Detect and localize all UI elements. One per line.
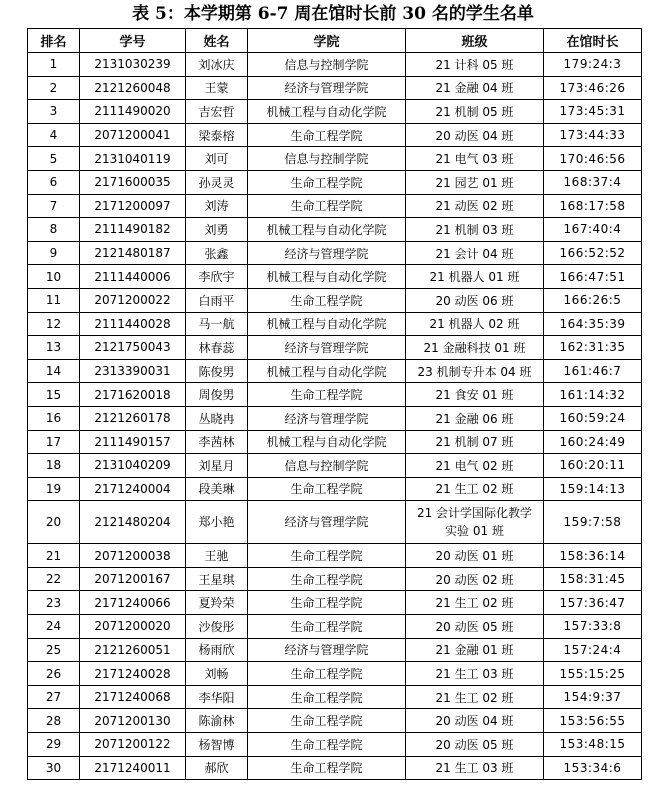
table-row bbox=[28, 312, 642, 336]
class-cell: 21 园艺 01 班 bbox=[406, 170, 544, 194]
table-row bbox=[28, 194, 642, 218]
name-cell: 刘勇 bbox=[186, 218, 248, 242]
rank-cell: 27 bbox=[28, 685, 80, 709]
table-row bbox=[28, 76, 642, 100]
class-cell: 21 机器人 02 班 bbox=[406, 312, 544, 336]
class-cell: 20 动医 04 班 bbox=[406, 709, 544, 733]
class-cell: 21 金融 06 班 bbox=[406, 406, 544, 430]
college-cell: 生命工程学院 bbox=[248, 615, 406, 639]
name-cell: 陈渝林 bbox=[186, 709, 248, 733]
name-cell: 沙俊彤 bbox=[186, 615, 248, 639]
college-cell: 经济与管理学院 bbox=[248, 406, 406, 430]
student-id-cell: 2071200041 bbox=[80, 123, 186, 147]
table-row bbox=[28, 615, 642, 639]
name-cell: 吉宏哲 bbox=[186, 100, 248, 124]
duration-cell: 159:14:13 bbox=[544, 477, 642, 501]
duration-cell: 170:46:56 bbox=[544, 147, 642, 171]
name-cell: 郑小艳 bbox=[186, 501, 248, 544]
class-cell: 21 动医 02 班 bbox=[406, 194, 544, 218]
rank-cell: 6 bbox=[28, 170, 80, 194]
student-id-cell: 2171600035 bbox=[80, 170, 186, 194]
student-id-cell: 2071200122 bbox=[80, 733, 186, 757]
rank-cell: 25 bbox=[28, 638, 80, 662]
table-row bbox=[28, 218, 642, 242]
class-cell: 20 动医 05 班 bbox=[406, 733, 544, 757]
rank-cell: 1 bbox=[28, 53, 80, 77]
header-class: 班级 bbox=[406, 29, 544, 53]
table-row bbox=[28, 170, 642, 194]
table-row bbox=[28, 123, 642, 147]
table-row bbox=[28, 454, 642, 478]
name-cell: 张鑫 bbox=[186, 241, 248, 265]
rank-cell: 28 bbox=[28, 709, 80, 733]
duration-cell: 154:9:37 bbox=[544, 685, 642, 709]
name-cell: 刘涛 bbox=[186, 194, 248, 218]
duration-cell: 166:26:5 bbox=[544, 288, 642, 312]
college-cell: 生命工程学院 bbox=[248, 194, 406, 218]
name-cell: 杨雨欣 bbox=[186, 638, 248, 662]
college-cell: 经济与管理学院 bbox=[248, 501, 406, 544]
name-cell: 马一航 bbox=[186, 312, 248, 336]
student-id-cell: 2131040209 bbox=[80, 454, 186, 478]
college-cell: 生命工程学院 bbox=[248, 123, 406, 147]
rank-cell: 24 bbox=[28, 615, 80, 639]
rank-cell: 12 bbox=[28, 312, 80, 336]
duration-cell: 173:44:33 bbox=[544, 123, 642, 147]
student-id-cell: 2121480204 bbox=[80, 501, 186, 544]
college-cell: 生命工程学院 bbox=[248, 288, 406, 312]
student-id-cell: 2121750043 bbox=[80, 336, 186, 360]
name-cell: 林春蕊 bbox=[186, 336, 248, 360]
class-cell: 21 计科 05 班 bbox=[406, 53, 544, 77]
name-cell: 李茜林 bbox=[186, 430, 248, 454]
header-duration: 在馆时长 bbox=[544, 29, 642, 53]
class-cell: 20 动医 02 班 bbox=[406, 567, 544, 591]
duration-cell: 173:45:31 bbox=[544, 100, 642, 124]
class-cell: 20 动医 01 班 bbox=[406, 544, 544, 568]
header-row bbox=[28, 29, 642, 53]
rank-cell: 9 bbox=[28, 241, 80, 265]
rank-cell: 21 bbox=[28, 544, 80, 568]
college-cell: 经济与管理学院 bbox=[248, 76, 406, 100]
duration-cell: 167:40:4 bbox=[544, 218, 642, 242]
college-cell: 经济与管理学院 bbox=[248, 638, 406, 662]
class-cell: 21 电气 02 班 bbox=[406, 454, 544, 478]
student-id-cell: 2121480187 bbox=[80, 241, 186, 265]
table-row bbox=[28, 638, 642, 662]
name-cell: 夏羚荣 bbox=[186, 591, 248, 615]
name-cell: 梁泰榕 bbox=[186, 123, 248, 147]
table-row bbox=[28, 685, 642, 709]
header-student-id: 学号 bbox=[80, 29, 186, 53]
class-cell: 21 生工 02 班 bbox=[406, 591, 544, 615]
table-row bbox=[28, 477, 642, 501]
name-cell: 刘畅 bbox=[186, 662, 248, 686]
duration-cell: 161:14:32 bbox=[544, 383, 642, 407]
table-row bbox=[28, 336, 642, 360]
class-cell: 21 生工 03 班 bbox=[406, 662, 544, 686]
rank-cell: 29 bbox=[28, 733, 80, 757]
duration-cell: 157:36:47 bbox=[544, 591, 642, 615]
table-row bbox=[28, 100, 642, 124]
student-id-cell: 2171240011 bbox=[80, 756, 186, 780]
table-row bbox=[28, 406, 642, 430]
name-cell: 李欣宇 bbox=[186, 265, 248, 289]
college-cell: 生命工程学院 bbox=[248, 733, 406, 757]
rank-cell: 7 bbox=[28, 194, 80, 218]
student-id-cell: 2313390031 bbox=[80, 359, 186, 383]
college-cell: 生命工程学院 bbox=[248, 591, 406, 615]
student-id-cell: 2121260178 bbox=[80, 406, 186, 430]
table-row bbox=[28, 662, 642, 686]
class-cell: 21 生工 02 班 bbox=[406, 685, 544, 709]
duration-cell: 162:31:35 bbox=[544, 336, 642, 360]
rank-cell: 5 bbox=[28, 147, 80, 171]
duration-cell: 160:59:24 bbox=[544, 406, 642, 430]
table-row bbox=[28, 756, 642, 780]
class-cell: 21 食安 01 班 bbox=[406, 383, 544, 407]
college-cell: 机械工程与自动化学院 bbox=[248, 265, 406, 289]
college-cell: 生命工程学院 bbox=[248, 170, 406, 194]
college-cell: 生命工程学院 bbox=[248, 709, 406, 733]
student-id-cell: 2171240068 bbox=[80, 685, 186, 709]
student-id-cell: 2121260048 bbox=[80, 76, 186, 100]
name-cell: 陈俊男 bbox=[186, 359, 248, 383]
college-cell: 生命工程学院 bbox=[248, 477, 406, 501]
rank-cell: 3 bbox=[28, 100, 80, 124]
rank-cell: 16 bbox=[28, 406, 80, 430]
duration-cell: 166:47:51 bbox=[544, 265, 642, 289]
student-id-cell: 2071200130 bbox=[80, 709, 186, 733]
college-cell: 机械工程与自动化学院 bbox=[248, 430, 406, 454]
college-cell: 信息与控制学院 bbox=[248, 147, 406, 171]
duration-cell: 153:56:55 bbox=[544, 709, 642, 733]
table-row bbox=[28, 288, 642, 312]
class-cell: 20 动医 04 班 bbox=[406, 123, 544, 147]
class-cell: 21 金融科技 01 班 bbox=[406, 336, 544, 360]
duration-cell: 155:15:25 bbox=[544, 662, 642, 686]
class-cell: 21 会计学国际化教学 实验 01 班 bbox=[406, 501, 544, 544]
student-id-cell: 2121260051 bbox=[80, 638, 186, 662]
rank-cell: 17 bbox=[28, 430, 80, 454]
ranking-table bbox=[27, 28, 642, 780]
table-row bbox=[28, 265, 642, 289]
table-row bbox=[28, 241, 642, 265]
college-cell: 生命工程学院 bbox=[248, 756, 406, 780]
student-id-cell: 2071200038 bbox=[80, 544, 186, 568]
rank-cell: 23 bbox=[28, 591, 80, 615]
rank-cell: 8 bbox=[28, 218, 80, 242]
table-body bbox=[28, 53, 642, 780]
duration-cell: 153:34:6 bbox=[544, 756, 642, 780]
student-id-cell: 2071200022 bbox=[80, 288, 186, 312]
class-cell: 21 金融 04 班 bbox=[406, 76, 544, 100]
name-cell: 王驰 bbox=[186, 544, 248, 568]
table-row bbox=[28, 544, 642, 568]
table-row bbox=[28, 383, 642, 407]
rank-cell: 20 bbox=[28, 501, 80, 544]
name-cell: 刘可 bbox=[186, 147, 248, 171]
table-title: 表 5：本学期第 6-7 周在馆时长前 30 名的学生名单 bbox=[132, 4, 534, 24]
rank-cell: 15 bbox=[28, 383, 80, 407]
duration-cell: 157:33:8 bbox=[544, 615, 642, 639]
student-id-cell: 2171240066 bbox=[80, 591, 186, 615]
name-cell: 李华阳 bbox=[186, 685, 248, 709]
rank-cell: 19 bbox=[28, 477, 80, 501]
class-cell: 21 机器人 01 班 bbox=[406, 265, 544, 289]
table-row bbox=[28, 709, 642, 733]
class-cell: 21 生工 03 班 bbox=[406, 756, 544, 780]
student-id-cell: 2131030239 bbox=[80, 53, 186, 77]
name-cell: 段美琳 bbox=[186, 477, 248, 501]
student-id-cell: 2171240028 bbox=[80, 662, 186, 686]
table-row bbox=[28, 733, 642, 757]
college-cell: 经济与管理学院 bbox=[248, 336, 406, 360]
college-cell: 经济与管理学院 bbox=[248, 241, 406, 265]
name-cell: 刘冰庆 bbox=[186, 53, 248, 77]
rank-cell: 10 bbox=[28, 265, 80, 289]
table-row bbox=[28, 359, 642, 383]
duration-cell: 161:46:7 bbox=[544, 359, 642, 383]
student-id-cell: 2111490020 bbox=[80, 100, 186, 124]
student-id-cell: 2171200097 bbox=[80, 194, 186, 218]
table-row bbox=[28, 567, 642, 591]
rank-cell: 4 bbox=[28, 123, 80, 147]
name-cell: 刘星月 bbox=[186, 454, 248, 478]
class-cell: 21 生工 02 班 bbox=[406, 477, 544, 501]
rank-cell: 11 bbox=[28, 288, 80, 312]
class-cell: 20 动医 05 班 bbox=[406, 615, 544, 639]
class-cell: 21 机制 05 班 bbox=[406, 100, 544, 124]
student-id-cell: 2131040119 bbox=[80, 147, 186, 171]
name-cell: 杨智博 bbox=[186, 733, 248, 757]
college-cell: 机械工程与自动化学院 bbox=[248, 312, 406, 336]
header-college: 学院 bbox=[248, 29, 406, 53]
header-rank: 排名 bbox=[28, 29, 80, 53]
college-cell: 机械工程与自动化学院 bbox=[248, 359, 406, 383]
college-cell: 生命工程学院 bbox=[248, 544, 406, 568]
table-row bbox=[28, 591, 642, 615]
class-cell: 20 动医 06 班 bbox=[406, 288, 544, 312]
student-id-cell: 2071200167 bbox=[80, 567, 186, 591]
duration-cell: 158:31:45 bbox=[544, 567, 642, 591]
table-row bbox=[28, 147, 642, 171]
college-cell: 信息与控制学院 bbox=[248, 454, 406, 478]
table-row bbox=[28, 53, 642, 77]
rank-cell: 18 bbox=[28, 454, 80, 478]
college-cell: 机械工程与自动化学院 bbox=[248, 218, 406, 242]
header-name: 姓名 bbox=[186, 29, 248, 53]
student-id-cell: 2111440028 bbox=[80, 312, 186, 336]
duration-cell: 166:52:52 bbox=[544, 241, 642, 265]
rank-cell: 30 bbox=[28, 756, 80, 780]
college-cell: 生命工程学院 bbox=[248, 383, 406, 407]
duration-cell: 159:7:58 bbox=[544, 501, 642, 544]
duration-cell: 153:48:15 bbox=[544, 733, 642, 757]
class-cell: 21 会计 04 班 bbox=[406, 241, 544, 265]
duration-cell: 160:24:49 bbox=[544, 430, 642, 454]
duration-cell: 168:37:4 bbox=[544, 170, 642, 194]
college-cell: 机械工程与自动化学院 bbox=[248, 100, 406, 124]
name-cell: 白雨平 bbox=[186, 288, 248, 312]
name-cell: 王星琪 bbox=[186, 567, 248, 591]
name-cell: 孙灵灵 bbox=[186, 170, 248, 194]
name-cell: 王蒙 bbox=[186, 76, 248, 100]
class-cell: 21 金融 01 班 bbox=[406, 638, 544, 662]
rank-cell: 22 bbox=[28, 567, 80, 591]
duration-cell: 173:46:26 bbox=[544, 76, 642, 100]
rank-cell: 13 bbox=[28, 336, 80, 360]
duration-cell: 157:24:4 bbox=[544, 638, 642, 662]
duration-cell: 164:35:39 bbox=[544, 312, 642, 336]
student-id-cell: 2171620018 bbox=[80, 383, 186, 407]
table-row bbox=[28, 430, 642, 454]
college-cell: 信息与控制学院 bbox=[248, 53, 406, 77]
class-cell: 23 机制专升本 04 班 bbox=[406, 359, 544, 383]
name-cell: 丛晓冉 bbox=[186, 406, 248, 430]
table-row bbox=[28, 501, 642, 544]
student-id-cell: 2111440006 bbox=[80, 265, 186, 289]
college-cell: 生命工程学院 bbox=[248, 567, 406, 591]
student-id-cell: 2111490157 bbox=[80, 430, 186, 454]
student-id-cell: 2171240004 bbox=[80, 477, 186, 501]
college-cell: 生命工程学院 bbox=[248, 662, 406, 686]
duration-cell: 179:24:3 bbox=[544, 53, 642, 77]
duration-cell: 158:36:14 bbox=[544, 544, 642, 568]
rank-cell: 2 bbox=[28, 76, 80, 100]
college-cell: 生命工程学院 bbox=[248, 685, 406, 709]
student-id-cell: 2111490182 bbox=[80, 218, 186, 242]
duration-cell: 160:20:11 bbox=[544, 454, 642, 478]
class-cell: 21 机制 07 班 bbox=[406, 430, 544, 454]
rank-cell: 14 bbox=[28, 359, 80, 383]
name-cell: 郝欣 bbox=[186, 756, 248, 780]
class-cell: 21 机制 03 班 bbox=[406, 218, 544, 242]
student-id-cell: 2071200020 bbox=[80, 615, 186, 639]
name-cell: 周俊男 bbox=[186, 383, 248, 407]
duration-cell: 168:17:58 bbox=[544, 194, 642, 218]
class-cell: 21 电气 03 班 bbox=[406, 147, 544, 171]
rank-cell: 26 bbox=[28, 662, 80, 686]
